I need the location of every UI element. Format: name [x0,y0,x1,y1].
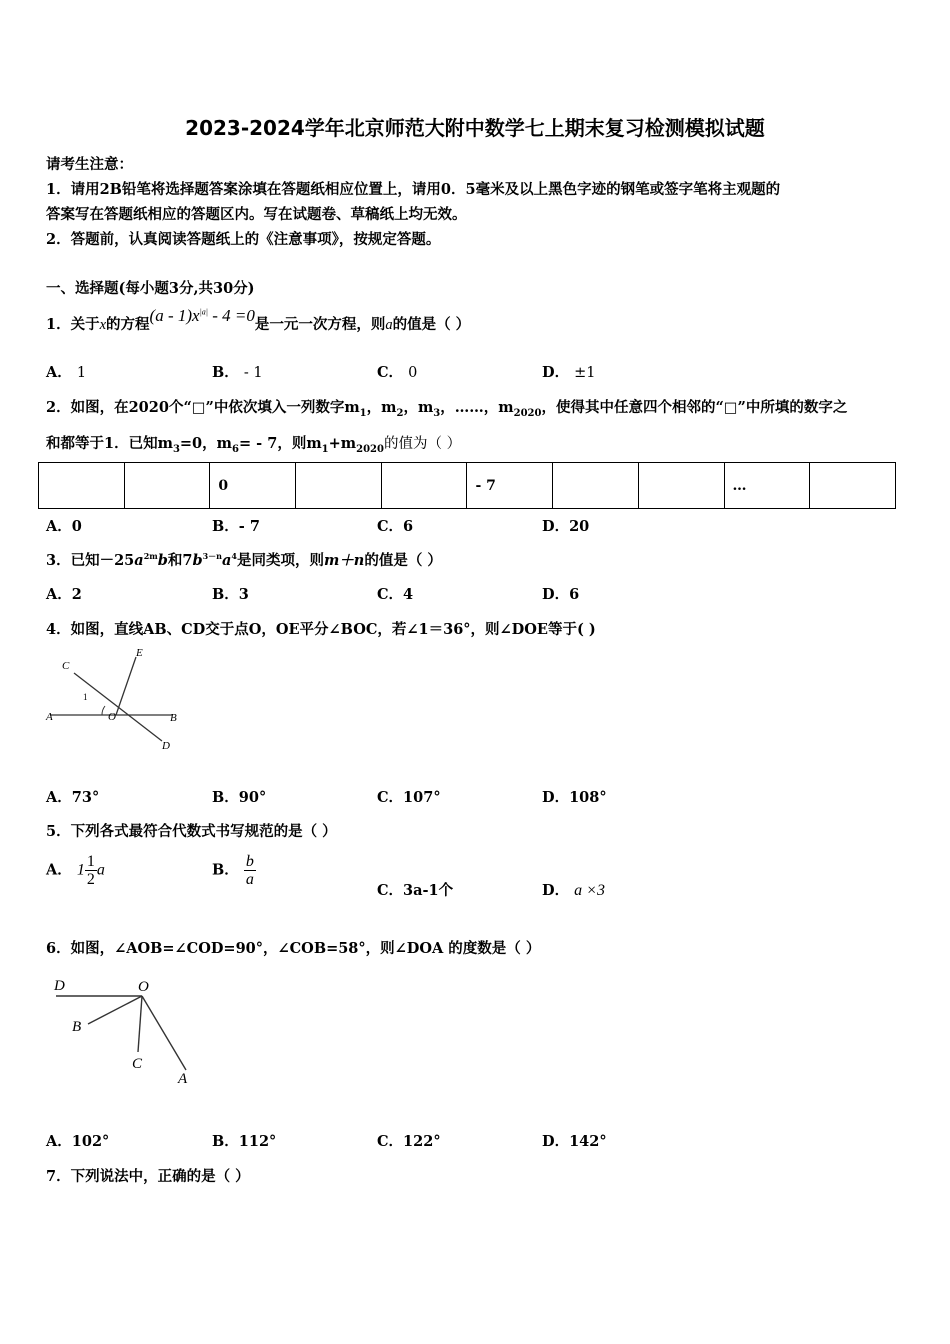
q1-option-d[interactable]: D． ±1 [542,364,596,381]
question-1: 1．关于x的方程$(a - 1)x^{|a|} - 4 =0$是一元一次方程，则a的值是（ ） [46,306,471,333]
q4-option-c[interactable]: C．107° [377,789,441,806]
label-b: B [170,712,177,724]
q6-option-d[interactable]: D．142° [542,1133,607,1150]
grid-cell [381,463,467,509]
q5-option-c[interactable]: C．3a-1个 [377,882,454,899]
q3-option-d[interactable]: D．6 [542,586,580,603]
grid-cell [296,463,382,509]
q5-option-d[interactable]: D． a ×3 [542,882,605,899]
ray-oe [116,657,136,715]
ray-ob [88,996,142,1024]
grid-cell: - 7 [467,463,553,509]
q4-option-d[interactable]: D．108° [542,789,607,806]
label-c: C [132,1056,143,1072]
q1-option-b[interactable]: B． - 1 [212,364,263,381]
q2-option-a[interactable]: A．0 [46,518,82,535]
q4-figure [44,645,189,755]
q6-option-b[interactable]: B．112° [212,1133,277,1150]
q2-option-c[interactable]: C．6 [377,518,414,535]
grid-cell: 0 [210,463,296,509]
grid-cell: … [724,463,810,509]
label-a: A [46,711,53,723]
line-cd [74,673,162,741]
question-3: 3．已知$-25a^{2m}b$和$7b^{3-n}a^4$是同类项，则m＋n的值是（ ） [46,551,442,569]
q4-option-a[interactable]: A．73° [46,789,100,806]
question-4: 4．如图，直线AB、CD交于点O，OE平分∠BOC，若∠1＝36°，则∠DOE等于( ) [46,621,596,638]
notice-line-2: 2．答题前，认真阅读答题纸上的《注意事项》，按规定答题。 [46,231,441,248]
label-angle-1: 1 [83,692,88,702]
label-c: C [62,660,70,672]
label-b: B [72,1019,82,1035]
question-6: 6．如图，∠AOB=∠COD=90°，∠COB=58°，则∠DOA 的度数是（ ） [46,940,541,957]
grid-cell [39,463,125,509]
q1-option-c[interactable]: C． 0 [377,364,418,381]
label-o: O [138,979,149,995]
label-a: A [178,1071,188,1087]
grid-cell [124,463,210,509]
grid-cell [810,463,896,509]
notice-line-1a: 1．请用2B铅笔将选择题答案涂填在答题纸相应位置上，请用0．5毫米及以上黑色字迹的钢笔或签字笔将主观题的 [46,181,781,198]
label-e: E [136,647,143,659]
q3-option-c[interactable]: C．4 [377,586,414,603]
q5-option-b[interactable]: B． $\frac{b}{a}$ [212,853,254,888]
q4-option-b[interactable]: B．90° [212,789,267,806]
question-5: 5．下列各式最符合代数式书写规范的是（ ） [46,823,337,840]
ray-oc [138,996,142,1052]
notice-heading: 请考生注意： [46,156,133,173]
q6-option-a[interactable]: A．102° [46,1133,110,1150]
q6-option-c[interactable]: C．122° [377,1133,441,1150]
q1-option-a[interactable]: A． 1 [46,364,87,381]
grid-cell [553,463,639,509]
ray-oa [142,996,186,1070]
q2-option-b[interactable]: B．- 7 [212,518,260,535]
grid-cell [638,463,724,509]
question-2-line-2: 和都等于1．已知$m_3=0$，$m_6= - 7$，则$m_1+m_{2020}$的值为（ ） [46,435,462,455]
angle-1-arc [102,706,105,715]
page-title: 2023-2024学年北京师范大附中数学七上期末复习检测模拟试题 [185,116,765,140]
section-heading: 一、选择题(每小题3分,共30分) [46,280,255,297]
q5-option-a[interactable]: A． 1 $\frac{1}{2}$ a [46,853,105,888]
label-d: D [162,740,170,752]
notice-line-1b: 答案写在答题纸相应的答题区内。写在试题卷、草稿纸上均无效。 [46,206,467,223]
question-2-line-1: 2．如图，在2020个“□”中依次填入一列数字$m_1$，$m_2$，$m_3$，……，$m_{2020}$，使得其中任意四个相邻的“□”中所填的数字之 [46,399,848,419]
question-7: 7．下列说法中，正确的是（ ） [46,1168,250,1185]
q3-option-b[interactable]: B．3 [212,586,249,603]
label-d: D [54,978,65,994]
q3-option-a[interactable]: A．2 [46,586,82,603]
q2-number-grid [38,462,896,509]
q6-figure [50,972,200,1088]
q2-option-d[interactable]: D．20 [542,518,590,535]
label-o: O [108,711,116,723]
